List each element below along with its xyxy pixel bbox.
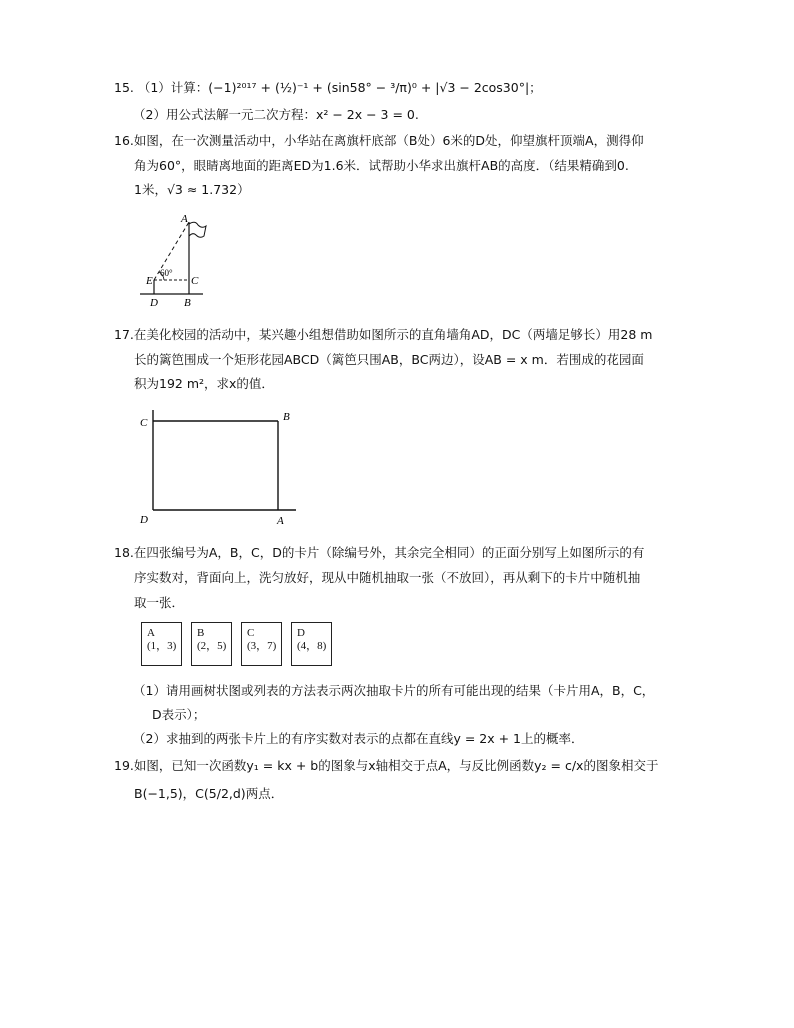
card-label: D	[297, 627, 305, 639]
card-label: A	[147, 627, 155, 639]
label-E: E	[146, 275, 153, 287]
q18-line3: 取一张．	[134, 595, 185, 610]
q18-sub1a: （1）请用画树状图或列表的方法表示两次抽取卡片的所有可能出现的结果（卡片用A，B，C，	[133, 683, 655, 698]
q15-part1: 15. （1）计算：(−1)²⁰¹⁷ + (½)⁻¹ + (sin58° − ³/π)⁰ + |√3 − 2cos30°|；	[114, 80, 542, 95]
label-D: D	[150, 297, 158, 308]
card-a	[141, 622, 182, 666]
q18-sub1b: D表示）；	[152, 707, 206, 722]
q17-line2: 长的篱笆围成一个矩形花园ABCD（篱笆只围AB，BC两边），设AB = x m．若围成的花园面	[134, 352, 644, 367]
card-pair: (3，7)	[247, 640, 277, 652]
q15-part2: （2）用公式法解一元二次方程：x² − 2x − 3 = 0.	[133, 107, 419, 122]
angle-label: 60°	[160, 268, 173, 278]
q18-sub2: （2）求抽到的两张卡片上的有序实数对表示的点都在直线y = 2x + 1上的概率．	[133, 731, 584, 746]
label-B: B	[184, 297, 191, 308]
label-B: B	[283, 411, 290, 423]
q16-line3: 1米，√3 ≈ 1.732）	[134, 182, 250, 197]
q19-line2: B(−1,5)，C(5/2,d)两点．	[134, 786, 284, 801]
garden-diagram	[136, 406, 306, 528]
card-d	[291, 622, 332, 666]
label-C: C	[191, 275, 199, 287]
card-pair: (1，3)	[147, 640, 177, 652]
q18-line1: 18.在四张编号为A，B，C，D的卡片（除编号外，其余完全相同）的正面分别写上如图所示的有	[114, 545, 645, 560]
q16-line1: 16.如图，在一次测量活动中，小华站在离旗杆底部（B处）6米的D处，仰望旗杆顶端A，测得仰	[114, 133, 644, 148]
card-b	[191, 622, 232, 666]
label-A: A	[277, 515, 284, 527]
q19-line1: 19.如图，已知一次函数y₁ = kx + b的图象与x轴相交于点A，与反比例函数y₂ = c/x的图象相交于	[114, 758, 659, 773]
q16-line2: 角为60°，眼睛离地面的距离ED为1.6米．试帮助小华求出旗杆AB的高度．（结果精确到0.	[134, 158, 629, 173]
card-pair: (4，8)	[297, 640, 327, 652]
q18-line2: 序实数对，背面向上，洗匀放好，现从中随机抽取一张（不放回），再从剩下的卡片中随机抽	[134, 570, 641, 585]
card-label: C	[247, 627, 255, 639]
q17-line1: 17.在美化校园的活动中，某兴趣小组想借助如图所示的直角墙角AD，DC（两墙足够长）用28 m	[114, 327, 653, 342]
label-D: D	[140, 514, 148, 526]
card-c	[241, 622, 282, 666]
flagpole-diagram	[138, 212, 218, 308]
card-label: B	[197, 627, 205, 639]
label-A: A	[181, 213, 188, 225]
q17-line3: 积为192 m²，求x的值．	[134, 376, 274, 391]
card-pair: (2，5)	[197, 640, 227, 652]
label-C: C	[140, 417, 148, 429]
